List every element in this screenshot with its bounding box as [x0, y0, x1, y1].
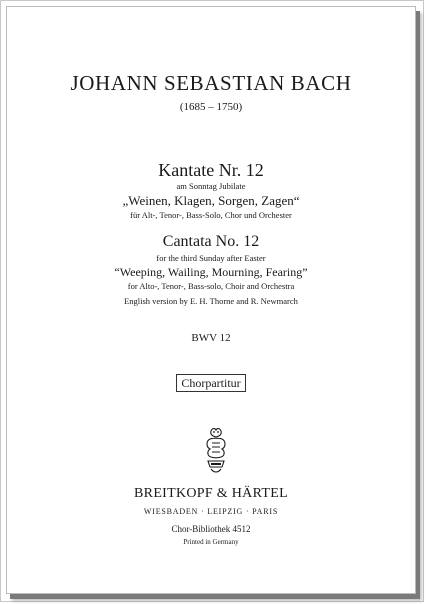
english-translation-credit: English version by E. H. Thorne and R. Newmarch [124, 296, 298, 306]
composer-dates: (1685 – 1750) [179, 101, 243, 113]
english-subtitle: “Weeping, Wailing, Mourning, Fearing” [114, 265, 308, 279]
german-occasion: am Sonntag Jubilate [176, 181, 246, 191]
edition-type-badge: Chorpartitur [176, 374, 245, 392]
publisher-name: BREITKOPF & HÄRTEL [134, 486, 288, 501]
composer-name: JOHANN SEBASTIAN BACH [70, 71, 352, 95]
edition-badge-wrap [7, 374, 415, 392]
german-title: Kantate Nr. 12 [158, 160, 264, 180]
english-title: Cantata No. 12 [162, 233, 260, 250]
title-page [6, 6, 416, 594]
breitkopf-bear-emblem-icon [202, 427, 230, 475]
series-number: Chor-Bibliothek 4512 [171, 524, 251, 534]
bwv-number: BWV 12 [191, 332, 231, 344]
english-scoring: for Alto-, Tenor-, Bass-solo, Choir and Orchestra [127, 281, 295, 291]
german-subtitle: „Weinen, Klagen, Sorgen, Zagen“ [122, 193, 300, 208]
german-scoring: für Alt-, Tenor-, Bass-Solo, Chor und Orchester [130, 210, 292, 220]
printed-in: Printed in Germany [183, 538, 239, 546]
english-occasion: for the third Sunday after Easter [156, 253, 266, 263]
publisher-cities: WIESBADEN · LEIPZIG · PARIS [143, 507, 279, 516]
